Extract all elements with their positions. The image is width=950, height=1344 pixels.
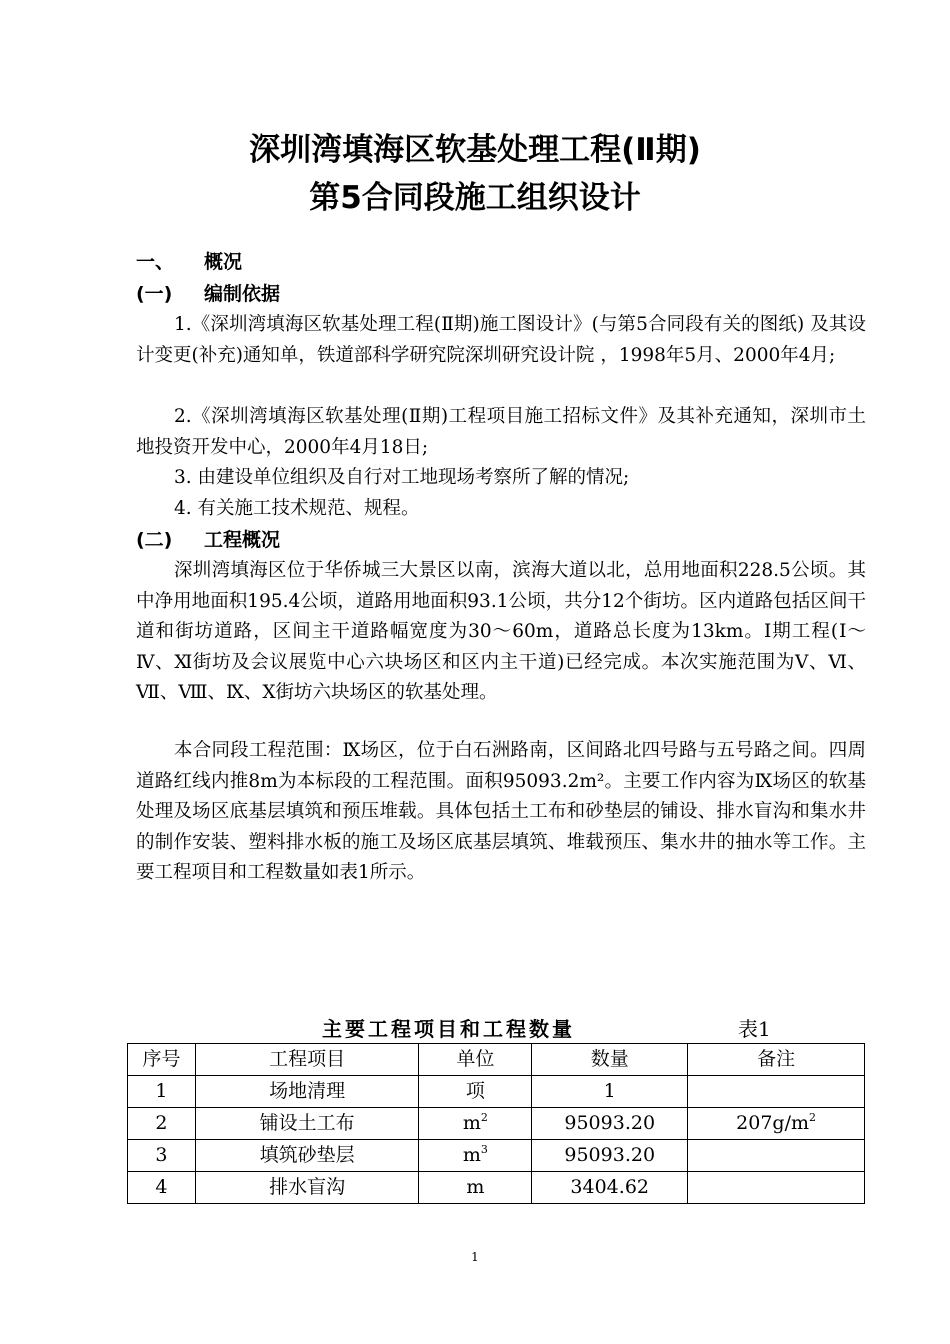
overview-paragraph-2: 本合同段工程范围：Ⅸ场区，位于白石洲路南，区间路北四号路与五号路之间。四周道路红线内推8m为本标段的工程范围。面积95093.2m²。主要工作内容为Ⅸ场区的软基处理及场区底基层填筑和预压堆载。具体包括土工布和砂垫层的铺设、排水盲沟和集水井的制作安装、塑料排水板的施工及场区底基层填筑、堆载预压、集水井的抽水等工作。主要工程项目和工程数量如表1所示。 xyxy=(136,740,866,883)
document-title-line2: 第5合同段施工组织设计 xyxy=(309,180,641,216)
cell-qty: 95093.20 xyxy=(532,1108,688,1140)
page-number: 1 xyxy=(471,1250,479,1264)
cell-unit xyxy=(419,1108,532,1140)
cell-unit xyxy=(419,1140,532,1172)
cell-qty: 95093.20 xyxy=(532,1140,688,1172)
cell-item: 填筑砂垫层 xyxy=(195,1140,419,1172)
subsection-title: 工程概况 xyxy=(204,529,281,551)
unit-text: m xyxy=(462,1144,481,1166)
cell-item: 场地清理 xyxy=(195,1076,419,1108)
unit-exponent: 3 xyxy=(480,1143,488,1156)
cell-no: 2 xyxy=(128,1108,196,1140)
table-header-cell: 单位 xyxy=(419,1044,532,1076)
table-header-row xyxy=(128,1044,865,1076)
table-header-cell: 序号 xyxy=(128,1044,196,1076)
document-title-line1: 深圳湾填海区软基处理工程(Ⅱ期) xyxy=(249,132,701,168)
subsection-heading-basis xyxy=(136,280,280,308)
table-row xyxy=(128,1108,865,1140)
cell-no: 3 xyxy=(128,1140,196,1172)
subsection-number: (一) xyxy=(136,283,173,305)
note-text: 207g/m xyxy=(736,1112,809,1134)
quantities-table xyxy=(127,1043,865,1204)
subsection-heading-overview xyxy=(136,526,280,554)
section-number: 一、 xyxy=(136,251,175,273)
overview-paragraph-1: 深圳湾填海区位于华侨城三大景区以南，滨海大道以北，总用地面积228.5公顷。其中净用地面积195.4公顷，道路用地面积93.1公顷，共分12个街坊。区内道路包括区间干道和街坊道路，区间主干道路幅宽度为30～60m，道路总长度为13km。Ⅰ期工程(Ⅰ～Ⅳ、Ⅺ街坊及会议展览中心六块场区和区内主干道)已经完成。本次实施范围为Ⅴ、Ⅵ、Ⅶ、Ⅷ、Ⅸ、Ⅹ街坊六块场区的软基处理。 xyxy=(136,560,866,703)
table-header-cell: 数量 xyxy=(532,1044,688,1076)
cell-note xyxy=(688,1108,865,1140)
cell-note xyxy=(688,1172,865,1204)
cell-no: 4 xyxy=(128,1172,196,1204)
table-header-cell: 工程项目 xyxy=(195,1044,419,1076)
table-caption: 主要工程项目和工程数量 xyxy=(322,1017,575,1041)
cell-item: 铺设土工布 xyxy=(195,1108,419,1140)
cell-qty: 1 xyxy=(532,1076,688,1108)
table-header-cell: 备注 xyxy=(688,1044,865,1076)
table-label: 表1 xyxy=(738,1017,771,1041)
cell-qty: 3404.62 xyxy=(532,1172,688,1204)
unit-exponent: 2 xyxy=(480,1111,488,1124)
cell-note xyxy=(688,1140,865,1172)
subsection-number: (二) xyxy=(136,529,173,551)
table-row xyxy=(128,1140,865,1172)
cell-item: 排水盲沟 xyxy=(195,1172,419,1204)
cell-note xyxy=(688,1076,865,1108)
basis-item-4: 4. 有关施工技术规范、规程。 xyxy=(174,498,420,519)
note-exponent: 2 xyxy=(809,1111,816,1124)
section-heading-overview xyxy=(136,248,242,276)
section-title: 概况 xyxy=(204,251,243,273)
cell-unit: 项 xyxy=(419,1076,532,1108)
cell-unit: m xyxy=(419,1172,532,1204)
cell-no: 1 xyxy=(128,1076,196,1108)
unit-text: m xyxy=(462,1112,481,1134)
basis-item-3: 3. 由建设单位组织及自行对工地现场考察所了解的情况; xyxy=(174,467,630,488)
basis-item-1: 1.《深圳湾填海区软基处理工程(Ⅱ期)施工图设计》(与第5合同段有关的图纸) 及其设计变更(补充)通知单，铁道部科学研究院深圳研究设计院 ，1998年5月、2000年4月; xyxy=(136,314,866,366)
basis-item-2: 2.《深圳湾填海区软基处理(Ⅱ期)工程项目施工招标文件》及其补充通知，深圳市土地投资开发中心，2000年4月18日; xyxy=(136,406,866,458)
table-row xyxy=(128,1076,865,1108)
subsection-title: 编制依据 xyxy=(204,283,281,305)
table-row xyxy=(128,1172,865,1204)
